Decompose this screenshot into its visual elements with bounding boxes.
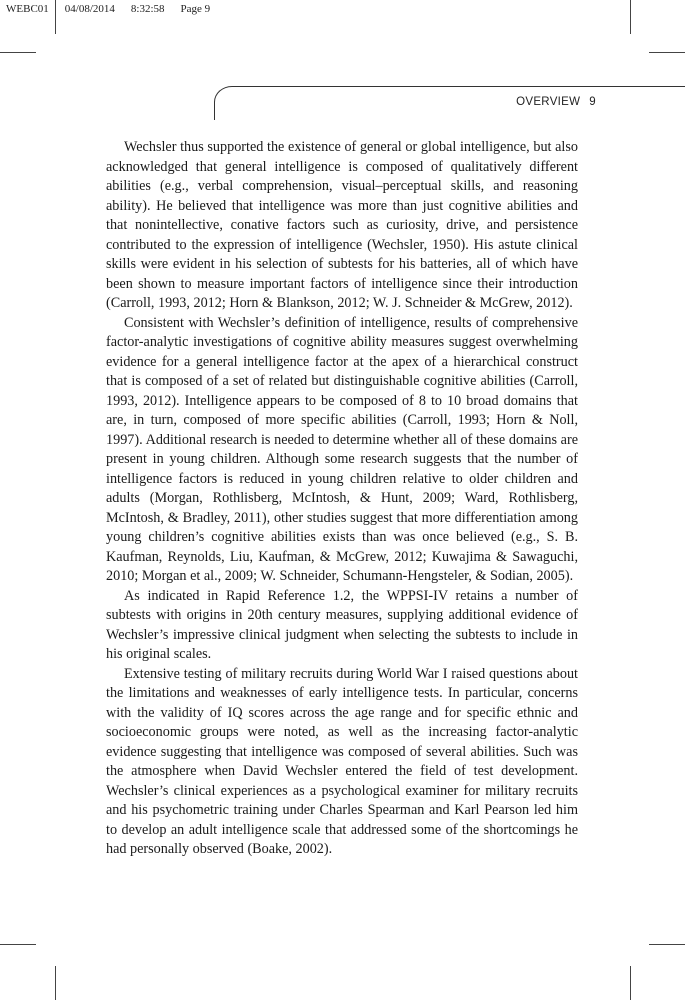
paragraph: Extensive testing of military recruits during World War I raised questions about the limitations and weaknesses of early intelligence tests. In particular, concerns with the validity of IQ scores across the age range and for specific ethnic and socioeconomic groups were noted, as well as the increasing factor-analytic evidence suggesting that intelligence was composed of several abilities. Such was the atmosphere when David Wechsler entered the field of test development. Wechsler’s clinical experiences as a psychological examiner for military recruits and his psychometric training under Charles Spearman and Karl Pearson led him to develop an adult intelligence scale that addressed some of the shortcomings he had personally observed (Boake, 2002).	[106, 665, 578, 857]
running-head	[516, 96, 596, 108]
crop-mark-bottom-right	[630, 966, 631, 1000]
paragraph: As indicated in Rapid Reference 1.2, the WPPSI-IV retains a number of subtests with origins in 20th century measures, supplying additional evidence of Wechsler’s impressive clinical judgment when selecting the subtests to include in his original scales.	[106, 587, 578, 662]
crop-mark-bottom-left	[55, 966, 56, 1000]
slug-page: Page 9	[180, 3, 211, 15]
paragraph: Wechsler thus supported the existence of general or global intelligence, but also acknowledged that general intelligence is composed of qualitatively different abilities (e.g., verbal comprehension, visual–perceptual skills, and reasoning ability). He believed that intelligence was more than just cognitive abilities and that nonintellective, conative factors such as curiosity, drive, and persistence contributed to the expression of intelligence (Wechsler, 1950). His astute clinical skills were evident in his selection of subtests for his batteries, all of which have been shown to measure important factors of intelligence since their introduction (Carroll, 1993, 2012; Horn & Blankson, 2012; W. J. Schneider & McGrew, 2012).	[106, 139, 578, 311]
print-slug	[6, 3, 226, 15]
crop-mark-top-left	[55, 0, 56, 34]
paragraph: Consistent with Wechsler’s definition of intelligence, results of comprehensive factor-analytic investigations of cognitive ability measures suggest overwhelming evidence for a general intelligence factor at the apex of a hierarchical construct that is composed of a set of related but distinguishable cognitive abilities (Carroll, 1993, 2012). Intelligence appears to be composed of 8 to 10 broad domains that are, in turn, composed of more specific abilities (Carroll, 1993; Horn & Noll, 1997). Additional research is needed to determine whether all of these domains are present in young children. Although some research suggests that the number of intelligence factors is reduced in young children relative to older children and adults (Morgan, Rothlisberg, McIntosh, & Hunt, 2009; Ward, Rothlisberg, McIntosh, & Bradley, 2011), other studies suggest that more differentiation among young children’s cognitive abilities exists than was once believed (e.g., S. B. Kaufman, Reynolds, Liu, Kaufman, & McGrew, 2012; Kuwajima & Sawaguchi, 2010; Morgan et al., 2009; W. Schneider, Schumann-Hengsteler, & Sodian, 2005).	[106, 314, 578, 584]
slug-date: 04/08/2014	[64, 3, 115, 15]
body-text	[106, 138, 578, 860]
crop-mark-right-upper	[649, 52, 685, 53]
running-head-section: OVERVIEW	[516, 96, 581, 108]
slug-time: 8:32:58	[130, 3, 165, 15]
running-head-frame	[214, 86, 685, 120]
page-number: 9	[589, 96, 596, 108]
crop-mark-left-lower	[0, 944, 36, 945]
crop-mark-top-right	[630, 0, 631, 34]
crop-mark-right-lower	[649, 944, 685, 945]
slug-file: WEBC01	[6, 3, 49, 15]
crop-mark-left-upper	[0, 52, 36, 53]
